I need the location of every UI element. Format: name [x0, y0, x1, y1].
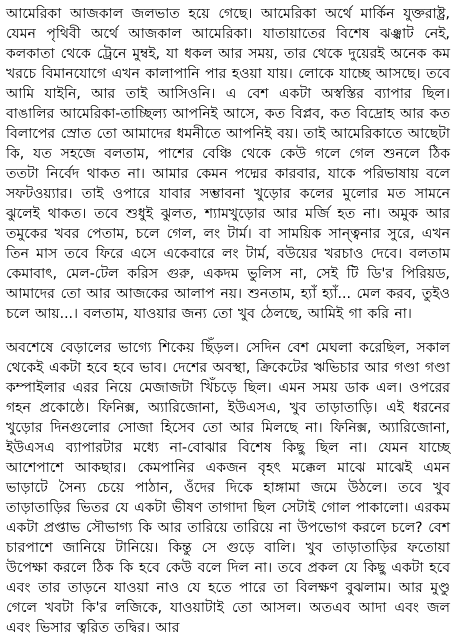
paragraph-1: আমেরিকা আজকাল জলভাত হয়ে গেছে। আমেরিকা অর্থে মার্কিন যুক্তরাষ্ট্র, যেমন পৃথিবী অর্থে আজকাল আমেরিকা। যাতায়াতের বিশেষ ঝঞ্ঝাট নেই, কলকাতা থেকে ট্রেনে মুম্বই, যা ধকল আর সময়, তার থেকে দুয়েরই অনেক কম খরচে বিমানযোগে এখন কালাপানি পার হওয়া যায়। লোকে যাচ্ছে আসছে। তবে আমি যাইনি, আর তাই আসিওনি। এ বেশ একটা অস্বস্তির ব্যাপার ছিল। বাঙালির আমেরিকা-তাচ্ছিল্য আপনিই আসে, কত বিপ্লব, কত বিদ্রোহ আর কত বিলাপের স্রোত তো আমাদের ধমনীতে আপনিই বয়। তাই আমেরিকাতে আছেটা কি, যত সহজে বলতাম, পাশের বেঞ্চি থেকে কেউ গলে গেল শুনলে ঠিক ততটা নির্বেদ থাকত না। আমার কেমন পদ্মের কারবার, যাকে পরিভাষায় বলে সফটওয়্যার। তাই ওপারে যাবার সম্ভাবনা খুড়োর কলের মুলোর মত সামনে ঝুলেই থাকত। তবে শুধুই ঝুলত, শ্যামখুড়োর আর মর্জি হত না। অমুক আর তমুকের খবর পেতাম, চলে গেল, লং টার্ম। বা সাময়িক সান্ত্বনার সুরে, এখন তিন মাস তবে ফিরে এসে একেবারে লং টার্ম, বউয়ের খরচাও দেবে। বলতাম কেমাবাৎ, মেল-টেল করিস গুরু, একদম ভুলিস না, সেই টি ডি'র পিরিয়ড, আমাদের তো আর আজকের আলাপ নয়। শুনতাম, হ্যাঁ হ্যাঁ... মেল করব, তুইও চলে আয়...। বলতাম, যাওয়ার জন্য তো খুব ঠেলছে, আমিই গা করি না। [6, 6, 450, 322]
paragraph-2: অবশেষে বেড়ালের ভাগ্যে শিকেয় ছিঁড়ল। সেদিন বেশ মেঘলা করেছিল, সকাল থেকেই একটা হবে হবে ভাব। দেশের অবস্থা, ক্রিকেটের ঋভিচার আর গণ্ডা গণ্ডা কম্পাইলার এরর নিয়ে মেজাজটা খিঁচড়ে ছিল। এমন সময় ডাক এল। ওপরের গহন প্রকোষ্ঠে। ফিনিক্স, অ্যারিজোনা, ইউএসএ, খুব তাড়াতাড়ি। এই ধরনের খুড়োর দিনগুলোর সোজা হিসেব তো আর মিলছে না। ফিনিক্স, অ্যারিজোনা, ইউএসএ ব্যাপারটার মধ্যে না-বোঝার বিশেষ কিছু ছিল না। যেমন যাচ্ছে আশেপাশে আকছার। কেমপানির একজন বৃহৎ মক্কেল মাঝে মাঝেই এমন ভাড়াটে সৈন্য চেয়ে পাঠান, ওঁদের দিকে হাঙ্গামা জমে উঠলে। তবে খুব তাড়াতাড়ির ভিতর যে একটা ভীষণ তাগাদা ছিল সেটাই গোল পাকালো। এরকম একটা প্রপ্তাভ সৌভাগ্য কি আর তারিয়ে তারিয়ে না উপভোগ করলে চলে? বেশ চারপাশে জানিয়ে টানিয়ে। কিন্তু সে গুড়ে বালি। খুব তাড়াতাড়ির ফতোয়া উপেক্ষা করলে ঠিক কি হবে কেউ বলে দিল না। তবে প্রকল যে কিছু একটা হবে এবং তার তাড়নে যাওয়া নাও যে হতে পারে তা বিলক্ষণ বুঝলাম। আর মুণ্ডু গেলে খবটা কি'র লজিকে, যাওয়াটাই তো আসল। অতএব আদা এবং জল এবং ভিসার ত্বরিত তদ্বির। আর [6, 340, 450, 636]
